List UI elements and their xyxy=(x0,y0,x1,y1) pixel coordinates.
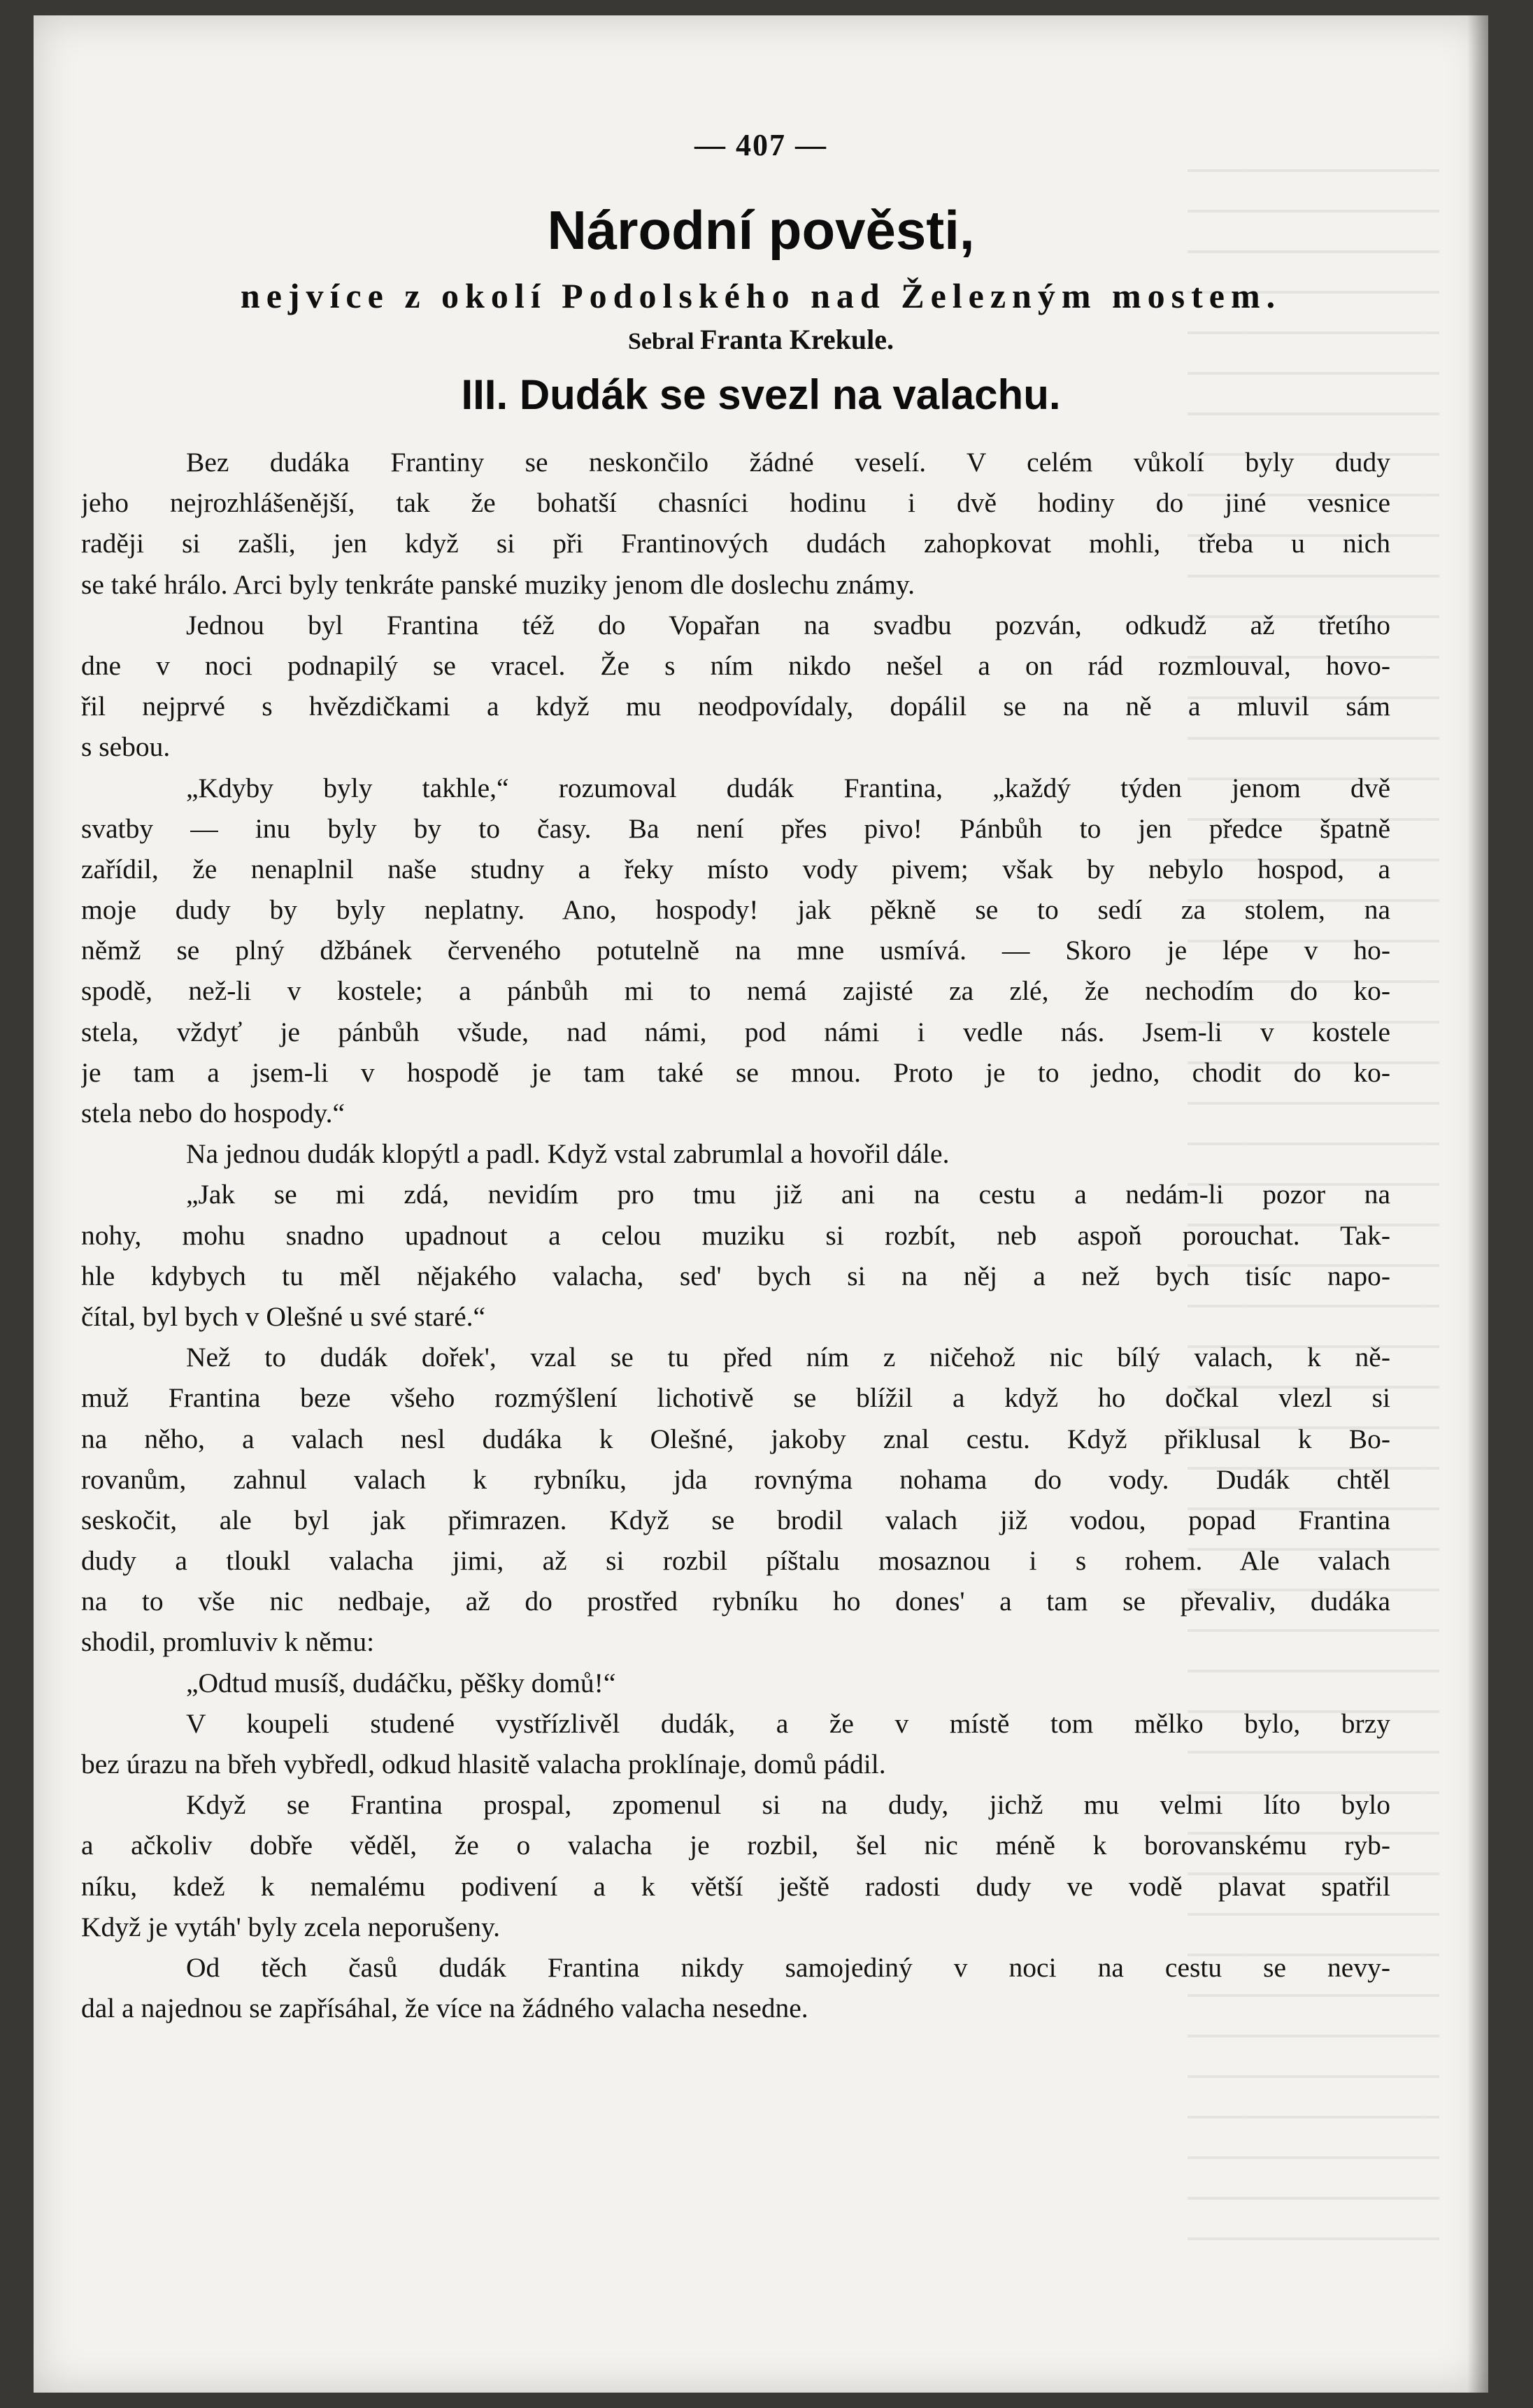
text-line: je tam a jsem-li v hospodě je tam také se mnou. Proto je to jedno, chodit do ko- xyxy=(81,1056,1390,1088)
text-line: hle kdybych tu měl nějakého valacha, sed' bych si na něj a než bych tisíc napo- xyxy=(81,1260,1390,1291)
text-line: „Jak se mi zdá, nevidím pro tmu již ani na cestu a nedám-li pozor na xyxy=(186,1179,1390,1210)
page-number: — 407 — xyxy=(694,128,827,162)
text-line: Od těch časů dudák Frantina nikdy samojediný v noci na cestu se nevy- xyxy=(186,1951,1390,1983)
text-line: dne v noci podnapilý se vracel. Že s ním nikdo nešel a on rád rozmlouval, hovo- xyxy=(81,650,1390,681)
text-line: s sebou. xyxy=(81,731,171,763)
story-text xyxy=(81,442,1390,2028)
text-line: se také hrálo. Arci byly tenkráte panské muziky jenom dle doslechu známy. xyxy=(81,568,915,600)
collector-name: Franta Krekule. xyxy=(699,324,894,355)
text-line: spodě, než-li v kostele; a pánbůh mi to nemá zajisté za zlé, že nechodím do ko- xyxy=(81,975,1390,1007)
chapter-heading: III. Dudák se svezl na valachu. xyxy=(461,371,1061,418)
text-line: muž Frantina beze všeho rozmýšlení lichotivě se blížil a když ho dočkal vlezl si xyxy=(81,1382,1390,1414)
text-line: V koupeli studené vystřízlivěl dudák, a že v místě tom mělko bylo, brzy xyxy=(186,1707,1390,1739)
text-line: na něho, a valach nesl dudáka k Olešné, jakoby znal cestu. Když přiklusal k Bo- xyxy=(81,1423,1390,1454)
text-line: čítal, byl bych v Olešné u své staré.“ xyxy=(81,1300,486,1332)
text-line: stela, vždyť je pánbůh všude, nad námi, pod námi i vedle nás. Jsem-li v kostele xyxy=(81,1016,1390,1047)
text-line: řil nejprvé s hvězdičkami a když mu neodpovídaly, dopálil se na ně a mluvil sám xyxy=(81,691,1390,722)
page-title: Národní pověsti, xyxy=(547,199,975,261)
text-line: Jednou byl Frantina též do Vopařan na svadbu pozván, odkudž až třetího xyxy=(186,609,1390,640)
text-line: shodil, promluviv k němu: xyxy=(81,1626,375,1658)
text-line: rovanům, zahnul valach k rybníku, jda rovnýma nohama do vody. Dudák chtěl xyxy=(81,1463,1390,1495)
text-line: dal a najednou se zapřísáhal, že více na žádného valacha nesedne. xyxy=(81,1993,808,2024)
text-line: stela nebo do hospody.“ xyxy=(81,1098,345,1128)
book-page xyxy=(34,15,1488,2393)
text-line: zařídil, že nenaplnil naše studny a řeky místo vody pivem; však by nebylo hospod, a xyxy=(81,853,1390,884)
text-line: moje dudy by byly neplatny. Ano, hospody! jak pěkně se to sedí za stolem, na xyxy=(81,894,1390,926)
collector-credit xyxy=(34,323,1488,356)
text-line: jeho nejrozhlášenější, tak že bohatší chasníci hodinu i dvě hodiny do jiné vesnice xyxy=(81,487,1390,519)
text-line: Než to dudák dořek', vzal se tu před ním z ničehož nic bílý valach, k ně- xyxy=(186,1342,1390,1373)
text-line: raději si zašli, jen když si při Frantinových dudách zahopkovat mohli, třeba u nich xyxy=(81,528,1390,559)
text-line: seskočit, ale byl jak přimrazen. Když se brodil valach již vodou, popad Frantina xyxy=(81,1504,1390,1535)
text-line: Bez dudáka Frantiny se neskončilo žádné veselí. V celém vůkolí byly dudy xyxy=(186,447,1390,478)
text-line: Když se Frantina prospal, zpomenul si na dudy, jichž mu velmi líto bylo xyxy=(186,1789,1390,1821)
collector-prefix: Sebral xyxy=(628,329,694,354)
text-line: a ačkoliv dobře věděl, že o valacha je rozbil, šel nic méně k borovanskému ryb- xyxy=(81,1830,1390,1861)
text-line: Když je vytáh' byly zcela neporušeny. xyxy=(81,1911,501,1942)
text-line: bez úrazu na břeh vybředl, odkud hlasitě valacha proklínaje, domů pádil. xyxy=(81,1749,886,1779)
text-line: níku, kdež k nemalému podivení a k větší ještě radosti dudy ve vodě plavat spatřil xyxy=(81,1870,1390,1902)
text-line: nohy, mohu snadno upadnout a celou muziku si rozbít, neb aspoň porouchat. Tak- xyxy=(81,1219,1390,1251)
text-line: svatby — inu byly by to časy. Ba není přes pivo! Pánbůh to jen předce špatně xyxy=(81,812,1390,844)
page-subtitle: nejvíce z okolí Podolského nad Železným mostem. xyxy=(240,276,1282,315)
text-line: němž se plný džbánek červeného potutelně na mne usmívá. — Skoro je lépe v ho- xyxy=(81,935,1390,966)
text-line: Na jednou dudák klopýtl a padl. Když vstal zabrumlal a hovořil dále. xyxy=(186,1138,950,1170)
text-line: „Odtud musíš, dudáčku, pěšky domů!“ xyxy=(186,1667,616,1698)
text-line: dudy a tloukl valacha jimi, až si rozbil píštalu mosaznou i s rohem. Ale valach xyxy=(81,1545,1390,1577)
text-line: „Kdyby byly takhle,“ rozumoval dudák Frantina, „každý týden jenom dvě xyxy=(186,772,1390,803)
text-line: na to vše nic nedbaje, až do prostřed rybníku ho dones' a tam se převaliv, dudáka xyxy=(81,1586,1390,1617)
